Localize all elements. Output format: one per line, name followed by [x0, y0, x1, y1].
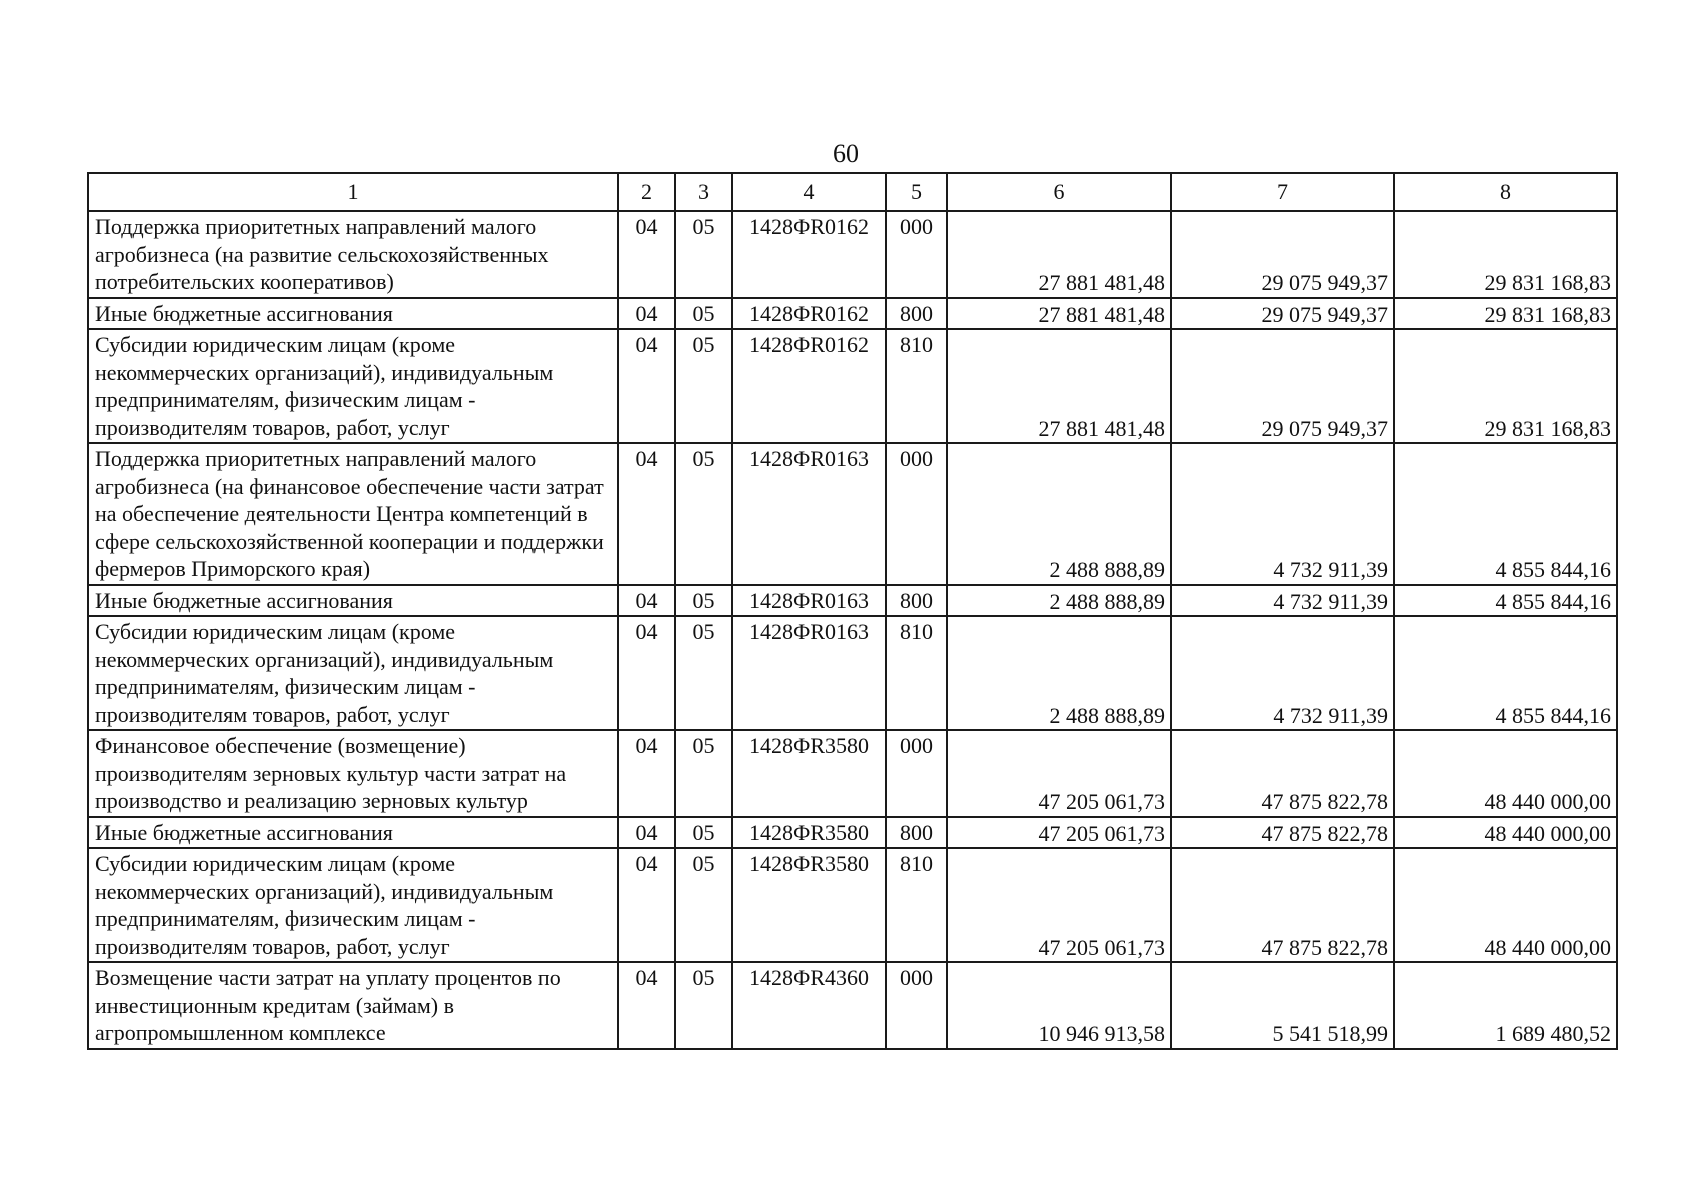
expense-type-code: 000	[886, 962, 947, 1049]
amount-col6: 10 946 913,58	[947, 962, 1171, 1049]
amount-col7: 47 875 822,78	[1171, 817, 1394, 849]
section-code: 04	[618, 298, 675, 330]
amount-col7: 4 732 911,39	[1171, 443, 1394, 585]
target-article-code: 1428ФR3580	[732, 730, 886, 817]
amount-col6: 27 881 481,48	[947, 329, 1171, 443]
section-code: 04	[618, 730, 675, 817]
column-header: 2	[618, 173, 675, 211]
page-number: 60	[833, 139, 859, 168]
target-article-code: 1428ФR0162	[732, 298, 886, 330]
amount-col6: 2 488 888,89	[947, 443, 1171, 585]
section-code: 04	[618, 817, 675, 849]
section-code: 04	[618, 329, 675, 443]
column-header: 4	[732, 173, 886, 211]
amount-col7: 5 541 518,99	[1171, 962, 1394, 1049]
amount-col7: 47 875 822,78	[1171, 730, 1394, 817]
section-code: 04	[618, 585, 675, 617]
amount-col6: 47 205 061,73	[947, 848, 1171, 962]
section-code: 04	[618, 848, 675, 962]
amount-col8: 4 855 844,16	[1394, 443, 1617, 585]
header-row	[88, 173, 1617, 211]
table-row	[88, 298, 1617, 330]
table-row	[88, 329, 1617, 443]
target-article-code: 1428ФR0163	[732, 616, 886, 730]
column-header: 6	[947, 173, 1171, 211]
amount-col6: 2 488 888,89	[947, 585, 1171, 617]
subsection-code: 05	[675, 298, 732, 330]
amount-col7: 29 075 949,37	[1171, 211, 1394, 298]
table-row	[88, 585, 1617, 617]
amount-col8: 48 440 000,00	[1394, 817, 1617, 849]
section-code: 04	[618, 443, 675, 585]
amount-col7: 4 732 911,39	[1171, 585, 1394, 617]
table-row	[88, 616, 1617, 730]
target-article-code: 1428ФR0163	[732, 443, 886, 585]
subsection-code: 05	[675, 616, 732, 730]
subsection-code: 05	[675, 730, 732, 817]
expense-name: Субсидии юридическим лицам (кроме некоммерческих организаций), индивидуальным предпринимателям, физическим лицам - производителям товаров, работ, услуг	[88, 329, 618, 443]
expense-type-code: 810	[886, 616, 947, 730]
amount-col6: 47 205 061,73	[947, 730, 1171, 817]
expense-name: Субсидии юридическим лицам (кроме некоммерческих организаций), индивидуальным предпринимателям, физическим лицам - производителям товаров, работ, услуг	[88, 616, 618, 730]
amount-col8: 1 689 480,52	[1394, 962, 1617, 1049]
expense-name: Субсидии юридическим лицам (кроме некоммерческих организаций), индивидуальным предпринимателям, физическим лицам - производителям товаров, работ, услуг	[88, 848, 618, 962]
amount-col8: 48 440 000,00	[1394, 730, 1617, 817]
column-header: 1	[88, 173, 618, 211]
target-article-code: 1428ФR4360	[732, 962, 886, 1049]
amount-col8: 29 831 168,83	[1394, 298, 1617, 330]
subsection-code: 05	[675, 817, 732, 849]
expense-type-code: 800	[886, 817, 947, 849]
expense-type-code: 810	[886, 848, 947, 962]
target-article-code: 1428ФR0162	[732, 211, 886, 298]
subsection-code: 05	[675, 329, 732, 443]
table-row	[88, 817, 1617, 849]
target-article-code: 1428ФR0163	[732, 585, 886, 617]
table-row	[88, 211, 1617, 298]
expense-name: Возмещение части затрат на уплату процентов по инвестиционным кредитам (займам) в агропромышленном комплексе	[88, 962, 618, 1049]
table-row	[88, 962, 1617, 1049]
subsection-code: 05	[675, 962, 732, 1049]
amount-col8: 48 440 000,00	[1394, 848, 1617, 962]
target-article-code: 1428ФR3580	[732, 848, 886, 962]
amount-col8: 29 831 168,83	[1394, 211, 1617, 298]
subsection-code: 05	[675, 211, 732, 298]
column-header: 5	[886, 173, 947, 211]
section-code: 04	[618, 211, 675, 298]
column-header: 7	[1171, 173, 1394, 211]
target-article-code: 1428ФR3580	[732, 817, 886, 849]
amount-col7: 29 075 949,37	[1171, 329, 1394, 443]
expense-name: Поддержка приоритетных направлений малого агробизнеса (на финансовое обеспечение части затрат на обеспечение деятельности Центра компетенций в сфере сельскохозяйственной кооперации и поддержки фермеров Приморского края)	[88, 443, 618, 585]
amount-col7: 29 075 949,37	[1171, 298, 1394, 330]
target-article-code: 1428ФR0162	[732, 329, 886, 443]
amount-col8: 4 855 844,16	[1394, 616, 1617, 730]
subsection-code: 05	[675, 443, 732, 585]
amount-col7: 47 875 822,78	[1171, 848, 1394, 962]
expense-name: Поддержка приоритетных направлений малого агробизнеса (на развитие сельскохозяйственных потребительских кооперативов)	[88, 211, 618, 298]
column-header: 3	[675, 173, 732, 211]
table-row	[88, 730, 1617, 817]
subsection-code: 05	[675, 848, 732, 962]
subsection-code: 05	[675, 585, 732, 617]
expense-name: Иные бюджетные ассигнования	[88, 298, 618, 330]
expense-type-code: 000	[886, 730, 947, 817]
expense-name: Иные бюджетные ассигнования	[88, 817, 618, 849]
table-row	[88, 848, 1617, 962]
amount-col6: 27 881 481,48	[947, 298, 1171, 330]
expense-type-code: 000	[886, 443, 947, 585]
expense-name: Финансовое обеспечение (возмещение) производителям зерновых культур части затрат на производство и реализацию зерновых культур	[88, 730, 618, 817]
amount-col6: 27 881 481,48	[947, 211, 1171, 298]
budget-table	[87, 172, 1618, 1050]
amount-col8: 29 831 168,83	[1394, 329, 1617, 443]
amount-col7: 4 732 911,39	[1171, 616, 1394, 730]
amount-col6: 47 205 061,73	[947, 817, 1171, 849]
expense-type-code: 810	[886, 329, 947, 443]
expense-name: Иные бюджетные ассигнования	[88, 585, 618, 617]
expense-type-code: 800	[886, 298, 947, 330]
amount-col8: 4 855 844,16	[1394, 585, 1617, 617]
section-code: 04	[618, 616, 675, 730]
expense-type-code: 000	[886, 211, 947, 298]
table-row	[88, 443, 1617, 585]
expense-type-code: 800	[886, 585, 947, 617]
section-code: 04	[618, 962, 675, 1049]
amount-col6: 2 488 888,89	[947, 616, 1171, 730]
column-header: 8	[1394, 173, 1617, 211]
